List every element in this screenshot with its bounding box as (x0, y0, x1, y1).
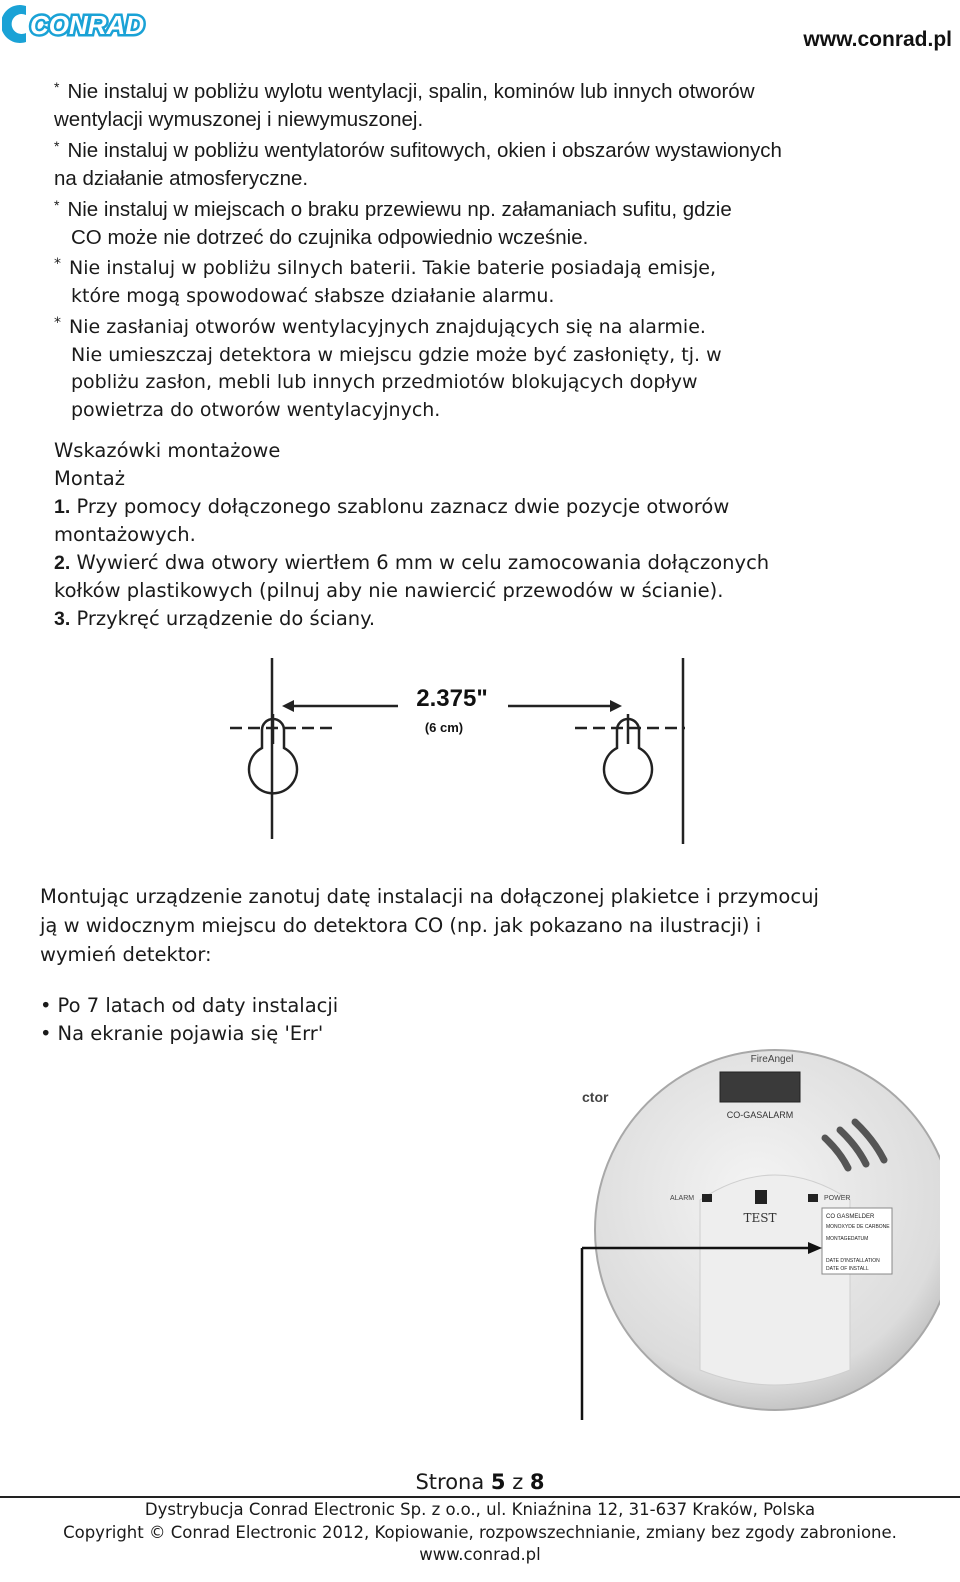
logo-text: CONRAD (30, 10, 145, 40)
page-number: Strona 5 z 8 (415, 1470, 545, 1494)
warning-item: * Nie instaluj w miejscach o braku przewiewu np. załamaniach sufitu, gdzie CO może nie dotrzeć do czujnika odpowiednio wcześnie. (54, 197, 732, 249)
asterisk-icon: * (54, 138, 60, 154)
mounting-step: 3. Przykręć urządzenie do ściany. (54, 607, 376, 630)
lcd-display (720, 1072, 800, 1102)
asterisk-icon: * (54, 197, 60, 213)
power-led (808, 1194, 818, 1202)
svg-text:MONOXYDE DE CARBONE: MONOXYDE DE CARBONE (826, 1224, 890, 1230)
alarm-led (702, 1194, 712, 1202)
step-number: 3. (54, 608, 71, 630)
step-number: 2. (54, 552, 71, 574)
mounting-section (54, 437, 934, 633)
test-label: TEST (743, 1211, 777, 1225)
warnings-list (54, 74, 934, 424)
distributor-line: Dystrybucja Conrad Electronic Sp. z o.o., ul. Kniaźnina 12, 31-637 Kraków, Polska (144, 1500, 816, 1519)
mounting-heading: Wskazówki montażowe (54, 439, 281, 462)
warning-item: * Nie instaluj w pobliżu silnych baterii. Takie baterie posiadają emisje, które mogą spowodować słabsze działanie alarmu. (54, 256, 717, 307)
mounting-template-diagram (230, 654, 700, 854)
detector-photo (560, 1040, 940, 1420)
list-item: • Na ekranie pojawia się 'Err' (40, 1020, 338, 1048)
footer-divider (0, 1496, 960, 1498)
display-label: CO-GASALARM (726, 1110, 794, 1120)
copyright-line: Copyright © Conrad Electronic 2012, Kopiowanie, rozpowszechnianie, zmiany bez zgody zabronione. (63, 1522, 897, 1542)
step-number: 1. (54, 496, 71, 518)
svg-text:DATE D'INSTALLATION: DATE D'INSTALLATION (826, 1258, 880, 1264)
dimension-label: 2.375" (416, 685, 488, 712)
svg-text:CO GASMELDER: CO GASMELDER (826, 1214, 875, 1220)
mounting-step: 1. Przy pomocy dołączonego szablonu zaznacz dwie pozycje otworów montażowych. (54, 495, 730, 546)
test-button (755, 1190, 767, 1204)
conrad-logo (2, 2, 160, 46)
alarm-label: ALARM (670, 1195, 695, 1202)
list-item: • Po 7 latach od daty instalacji (40, 992, 338, 1020)
site-url: www.conrad.pl (803, 28, 952, 51)
install-date-sticker (822, 1208, 892, 1274)
mounting-step: 2. Wywierć dwa otwory wiertłem 6 mm w celu zamocowania dołączonych kołków plastikowych (pilnuj aby nie nawiercić przewodów w ścianie). (54, 551, 770, 602)
svg-text:DATE OF INSTALL: DATE OF INSTALL (826, 1266, 869, 1272)
replace-conditions-list (40, 992, 338, 1048)
warning-item: * Nie instaluj w pobliżu wentylatorów sufitowych, okien i obszarów wystawionych na działanie atmosferyczne. (54, 138, 782, 190)
footer-url: www.conrad.pl (419, 1545, 541, 1564)
warning-item: * Nie instaluj w pobliżu wylotu wentylacji, spalin, kominów lub innych otworów wentylacji wymuszonej i niewymuszonej. (54, 79, 755, 131)
asterisk-icon: * (54, 79, 60, 95)
mounting-subheading: Montaż (54, 467, 125, 490)
asterisk-icon: * (54, 315, 61, 331)
asterisk-icon: * (54, 256, 61, 272)
side-label: ctor (582, 1089, 609, 1105)
power-label: POWER (824, 1195, 851, 1202)
warning-item: * Nie zasłaniaj otworów wentylacyjnych znajdujących się na alarmie. Nie umieszczaj detektora w miejscu gdzie może być zasłonięty, tj. w pobliżu zasłon, mebli lub innych przedmiotów blokujących dopływ powietrza do otworów wentylacyjnych. (54, 315, 722, 421)
dimension-metric-label: (6 cm) (424, 720, 464, 735)
brand-label: FireAngel (750, 1054, 794, 1065)
svg-text:MONTAGEDATUM: MONTAGEDATUM (826, 1236, 869, 1242)
installation-note: Montując urządzenie zanotuj datę instalacji na dołączonej plakietce i przymocuj ją w widocznym miejscu do detektora CO (np. jak pokazano na ilustracji) i wymień detektor: (40, 885, 819, 966)
footer-text (0, 1499, 960, 1567)
